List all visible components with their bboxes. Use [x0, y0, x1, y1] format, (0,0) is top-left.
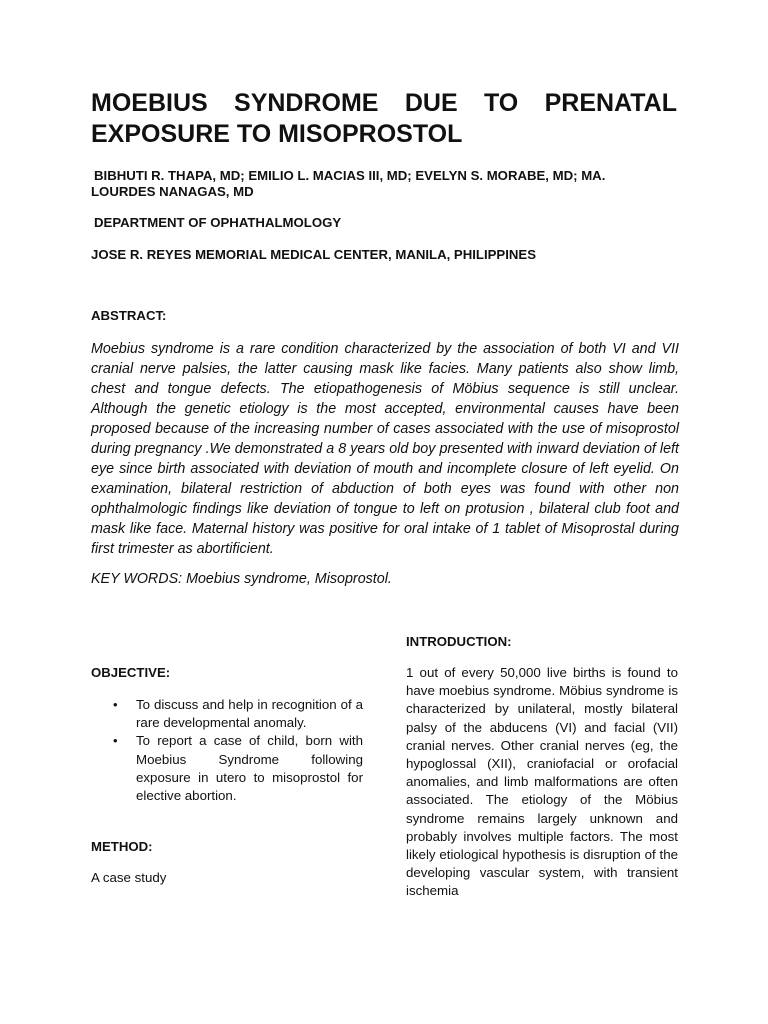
introduction-body: 1 out of every 50,000 live births is found to have moebius syndrome. Möbius syndrome is characterized by unilateral, mostly bilateral palsy of the abducens (VI) and facial (VII) cranial nerves. Other cranial nerves (eg, the hypoglossal (XII), craniofacial or orofacial anomalies, and limb malformations are often associated. The etiology of the Möbius syndrome remains largely unknown and probably involves multiple factors. The most likely etiological hypothesis is disruption of the developing vascular system, with transient ischemia [406, 665, 678, 899]
paper-title: MOEBIUS SYNDROME DUE TO PRENATAL EXPOSURE TO MISOPROSTOL [91, 89, 677, 148]
introduction-heading: INTRODUCTION: [406, 634, 512, 649]
method-body: A case study [91, 870, 167, 885]
method-heading: METHOD: [91, 839, 153, 854]
bullet-icon: • [113, 733, 118, 749]
objective-item-text: To discuss and help in recognition of a rare developmental anomaly. [136, 697, 363, 731]
keywords: KEY WORDS: Moebius syndrome, Misoprostol. [91, 571, 392, 587]
department: DEPARTMENT OF OPHATHALMOLOGY [94, 215, 342, 230]
list-item [91, 732, 363, 805]
abstract-body: Moebius syndrome is a rare condition characterized by the association of both VI and VII cranial nerve palsies, the latter causing mask like facies. Many patients also show limb, chest and tongue defects. The etiopathogenesis of Möbius sequence is still unclear. Although the genetic etiology is the most accepted, environmental causes have been proposed because of the increasing number of cases associated with the use of misoprostol during pregnancy .We demonstrated a 8 years old boy presented with inward deviation of left eye since birth associated with deviation of mouth and incomplete closure of left eyelid. On examination, bilateral restriction of abduction of both eyes was found with other non ophthalmologic findings like deviation of tongue to left on protusion , bilateral club foot and mask like face. Maternal history was positive for oral intake of 1 tablet of Misoprostal during first trimester as abortificient. [91, 341, 679, 557]
objective-heading: OBJECTIVE: [91, 665, 171, 680]
authors-line-2: LOURDES NANAGAS, MD [91, 184, 254, 199]
authors-line-1: BIBHUTI R. THAPA, MD; EMILIO L. MACIAS III, MD; EVELYN S. MORABE, MD; MA. [94, 168, 606, 183]
author-list [91, 168, 677, 200]
list-item [91, 696, 363, 732]
bullet-icon: • [113, 697, 118, 712]
objective-list [91, 696, 363, 805]
objective-item-text: To report a case of child, born with Moebius Syndrome following exposure in utero to misoprostol for elective abortion. [136, 733, 363, 804]
institution: JOSE R. REYES MEMORIAL MEDICAL CENTER, MANILA, PHILIPPINES [91, 247, 537, 262]
abstract-heading: ABSTRACT: [91, 308, 167, 323]
